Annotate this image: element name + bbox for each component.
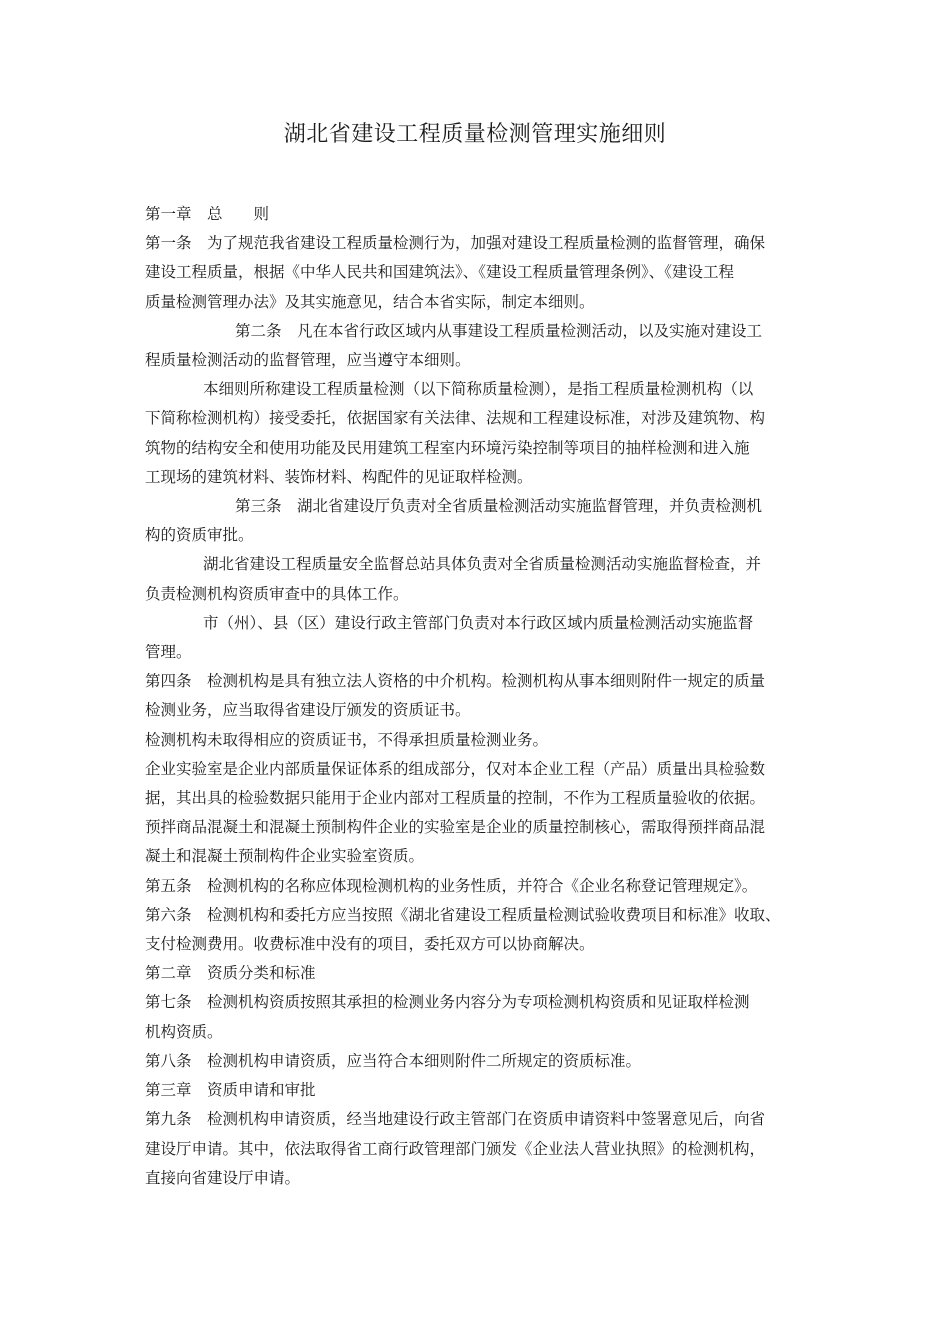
paragraph-line: 第四条 检测机构是具有独立法人资格的中介机构。检测机构从事本细则附件一规定的质量 [145,672,766,691]
paragraph-line: 第七条 检测机构资质按照其承担的检测业务内容分为专项检测机构资质和见证取样检测 [145,993,750,1012]
paragraph-line: 机构资质。 [145,1022,223,1041]
paragraph-line: 据，其出具的检验数据只能用于企业内部对工程质量的控制，不作为工程质量验收的依据。 [145,789,766,808]
document-title: 湖北省建设工程质量检测管理实施细则 [283,122,667,147]
paragraph-line: 第一章 总 则 [145,205,270,223]
paragraph-line: 建设厅申请。其中，依法取得省工商行政管理部门颁发《企业法人营业执照》的检测机构， [145,1139,766,1158]
paragraph-line: 检测机构未取得相应的资质证书，不得承担质量检测业务。 [145,730,549,749]
paragraph-line: 本细则所称建设工程质量检测（以下简称质量检测），是指工程质量检测机构（以 [203,380,754,399]
paragraph-line: 第二条 凡在本省行政区域内从事建设工程质量检测活动，以及实施对建设工 [235,321,763,340]
paragraph-line: 凝土和混凝土预制构件企业实验室资质。 [145,847,425,866]
paragraph-line: 企业实验室是企业内部质量保证体系的组成部分，仅对本企业工程（产品）质量出具检验数 [145,759,766,778]
paragraph-line: 第八条 检测机构申请资质，应当符合本细则附件二所规定的资质标准。 [145,1051,642,1070]
paragraph-line: 第五条 检测机构的名称应体现检测机构的业务性质，并符合《企业名称登记管理规定》。 [145,876,758,895]
paragraph-line: 程质量检测活动的监督管理，应当遵守本细则。 [145,351,471,370]
paragraph-line: 市（州）、县（区）建设行政主管部门负责对本行政区域内质量检测活动实施监督 [203,613,754,632]
paragraph-line: 质量检测管理办法》及其实施意见，结合本省实际，制定本细则。 [145,292,595,311]
paragraph-line: 构的资质审批。 [145,526,254,545]
paragraph-line: 第三条 湖北省建设厅负责对全省质量检测活动实施监督管理，并负责检测机 [235,497,763,516]
paragraph-line: 筑物的结构安全和使用功能及民用建筑工程室内环境污染控制等项目的抽样检测和进入施 [145,438,750,457]
paragraph-line: 湖北省建设工程质量安全监督总站具体负责对全省质量检测活动实施监督检查，并 [203,555,762,574]
paragraph-line: 负责检测机构资质审查中的具体工作。 [145,584,409,603]
paragraph-line: 第二章 资质分类和标准 [145,964,316,983]
paragraph-line: 第三章 资质申请和审批 [145,1081,316,1100]
paragraph-line: 下简称检测机构）接受委托，依据国家有关法律、法规和工程建设标准，对涉及建筑物、构 [145,409,766,428]
paragraph-line: 检测业务，应当取得省建设厅颁发的资质证书。 [145,701,471,720]
paragraph-line: 第九条 检测机构申请资质，经当地建设行政主管部门在资质申请资料中签署意见后，向省 [145,1110,766,1129]
document-body [145,200,810,1193]
paragraph-line: 管理。 [145,643,192,662]
paragraph-line: 工现场的建筑材料、装饰材料、构配件的见证取样检测。 [145,467,533,486]
paragraph-line: 第六条 检测机构和委托方应当按照《湖北省建设工程质量检测试验收费项目和标准》收取、 [145,905,781,924]
paragraph-line: 支付检测费用。收费标准中没有的项目，委托双方可以协商解决。 [145,935,595,954]
paragraph-line: 第一条 为了规范我省建设工程质量检测行为，加强对建设工程质量检测的监督管理，确保 [145,234,766,253]
paragraph-line: 预拌商品混凝土和混凝土预制构件企业的实验室是企业的质量控制核心，需取得预拌商品混 [145,818,766,837]
paragraph-line: 直接向省建设厅申请。 [145,1168,301,1187]
paragraph-line: 建设工程质量，根据《中华人民共和国建筑法》、《建设工程质量管理条例》、《建设工程 [145,263,735,282]
